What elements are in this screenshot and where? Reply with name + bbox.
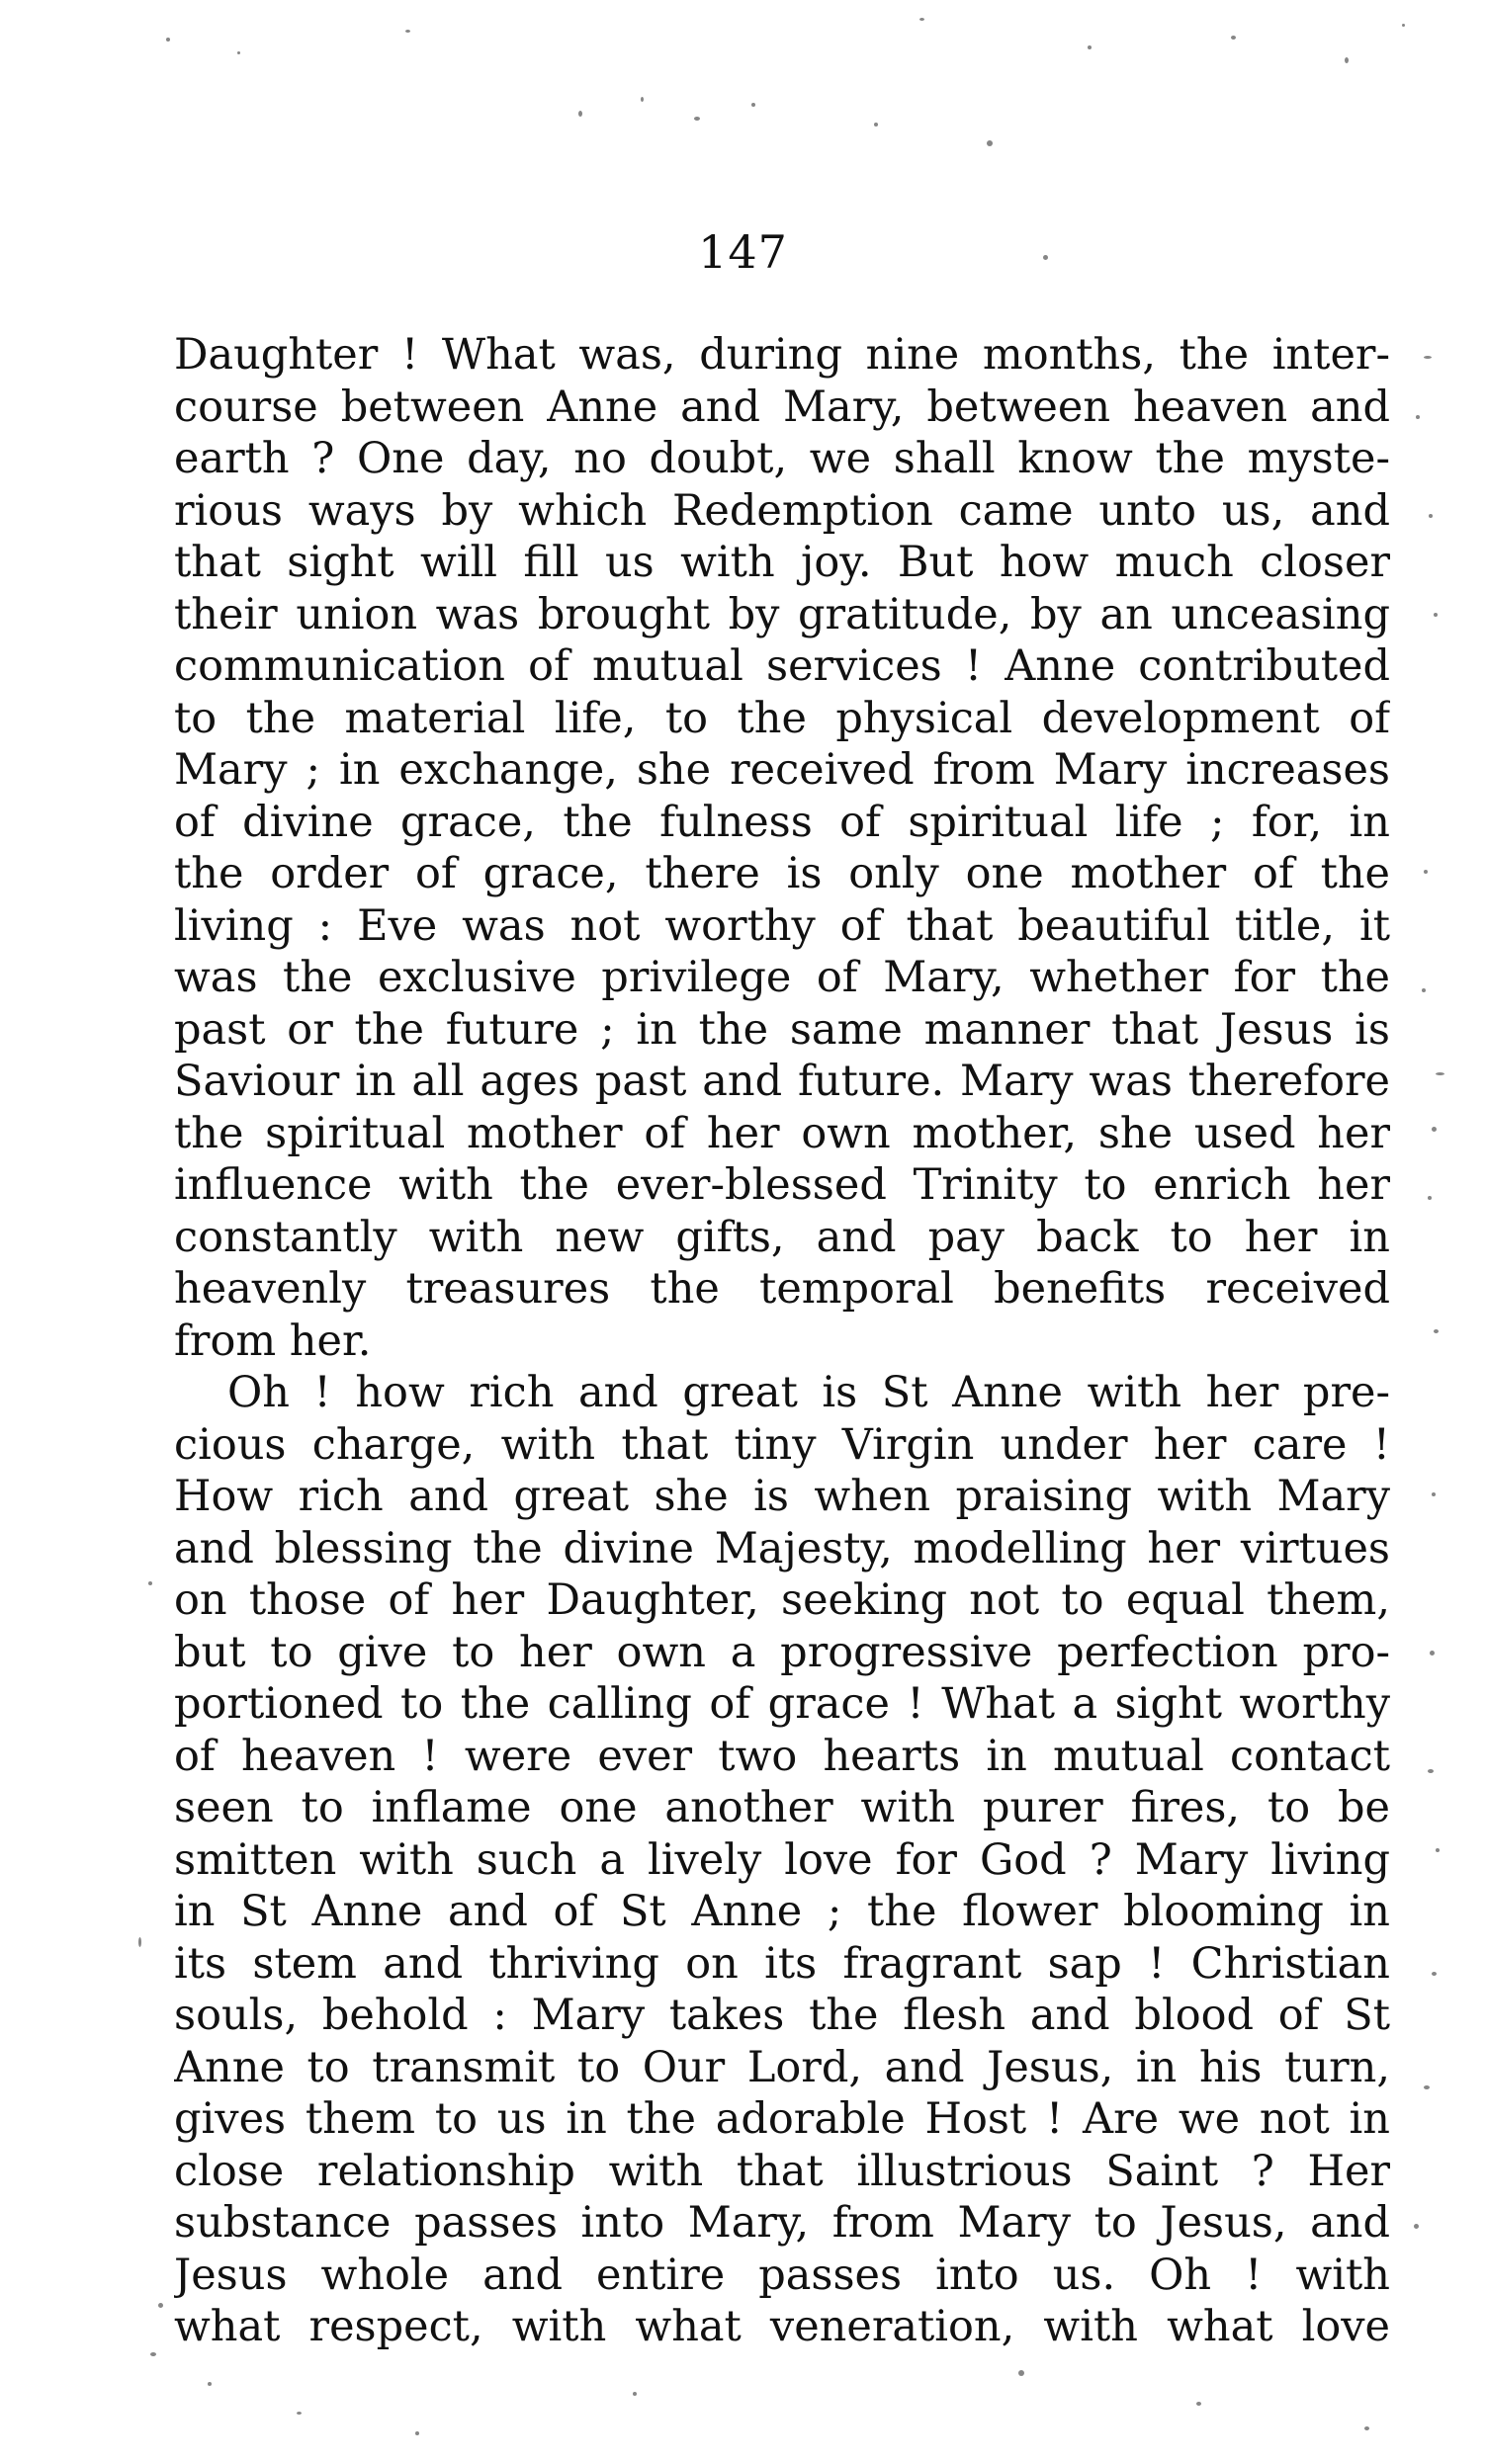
text-line: and blessing the divine Majesty, modelling her virtues — [174, 1523, 1390, 1573]
page-number: 147 — [698, 225, 788, 279]
text-line: that sight will fill us with joy. But how much closer — [174, 538, 1390, 587]
text-line: the order of grace, there is only one mother of the — [174, 849, 1390, 898]
text-line: souls, behold : Mary takes the flesh and blood of St — [174, 1991, 1390, 2040]
text-line: constantly with new gifts, and pay back to her in — [174, 1212, 1390, 1262]
text-line: Mary ; in exchange, she received from Mary increases — [174, 745, 1390, 795]
text-line: influence with the ever-blessed Trinity to enrich her — [174, 1160, 1390, 1210]
text-line: portioned to the calling of grace ! What a sight worthy — [174, 1679, 1390, 1729]
text-line: close relationship with that illustrious Saint ? Her — [174, 2146, 1390, 2196]
text-line: Jesus whole and entire passes into us. Oh ! with — [174, 2250, 1390, 2300]
paragraph-2 — [174, 1367, 1390, 2353]
text-line: heavenly treasures the temporal benefits received — [174, 1264, 1390, 1314]
text-line: of heaven ! were ever two hearts in mutual contact — [174, 1731, 1390, 1781]
text-line: cious charge, with that tiny Virgin under her care ! — [174, 1419, 1390, 1470]
text-line: Saviour in all ages past and future. Mary was therefore — [174, 1057, 1390, 1106]
text-line: their union was brought by gratitude, by an unceasing — [174, 589, 1390, 639]
text-line: in St Anne and of St Anne ; the flower blooming in — [174, 1887, 1390, 1936]
text-line: seen to inflame one another with purer fires, to be — [174, 1783, 1390, 1832]
text-line: Oh ! how rich and great is St Anne with her pre- — [227, 1368, 1390, 1417]
text-line: past or the future ; in the same manner that Jesus is — [174, 1004, 1390, 1055]
text-line: smitten with such a lively love for God ? Mary living — [174, 1834, 1390, 1885]
text-line: gives them to us in the adorable Host ! Are we not in — [174, 2094, 1390, 2144]
text-line: but to give to her own a progressive perfection pro- — [174, 1627, 1390, 1677]
text-line: on those of her Daughter, seeking not to equal them, — [174, 1575, 1390, 1625]
text-line: living : Eve was not worthy of that beautiful title, it — [174, 900, 1390, 951]
body-text — [174, 329, 1390, 2353]
text-line: rious ways by which Redemption came unto us, and — [174, 485, 1390, 536]
text-line: to the material life, to the physical development of — [174, 693, 1390, 743]
text-line: was the exclusive privilege of Mary, whether for the — [174, 953, 1390, 1002]
text-line: How rich and great she is when praising with Mary — [174, 1472, 1390, 1521]
text-line: Anne to transmit to Our Lord, and Jesus, in his turn, — [174, 2042, 1390, 2092]
text-line: what respect, with what veneration, with what love — [174, 2302, 1390, 2351]
text-line: course between Anne and Mary, between heaven and — [174, 382, 1390, 432]
paragraph-1 — [174, 329, 1390, 1367]
text-line: substance passes into Mary, from Mary to Jesus, and — [174, 2198, 1390, 2248]
text-line: communication of mutual services ! Anne contributed — [174, 641, 1390, 691]
text-line: Daughter ! What was, during nine months, the inter- — [174, 330, 1390, 380]
text-line: the spiritual mother of her own mother, she used her — [174, 1108, 1390, 1158]
text-line: its stem and thriving on its fragrant sap ! Christian — [174, 1938, 1390, 1989]
text-line: earth ? One day, no doubt, we shall know the myste- — [174, 434, 1390, 483]
text-line: of divine grace, the fulness of spiritual life ; for, in — [174, 797, 1390, 847]
text-line: from her. — [174, 1316, 372, 1366]
